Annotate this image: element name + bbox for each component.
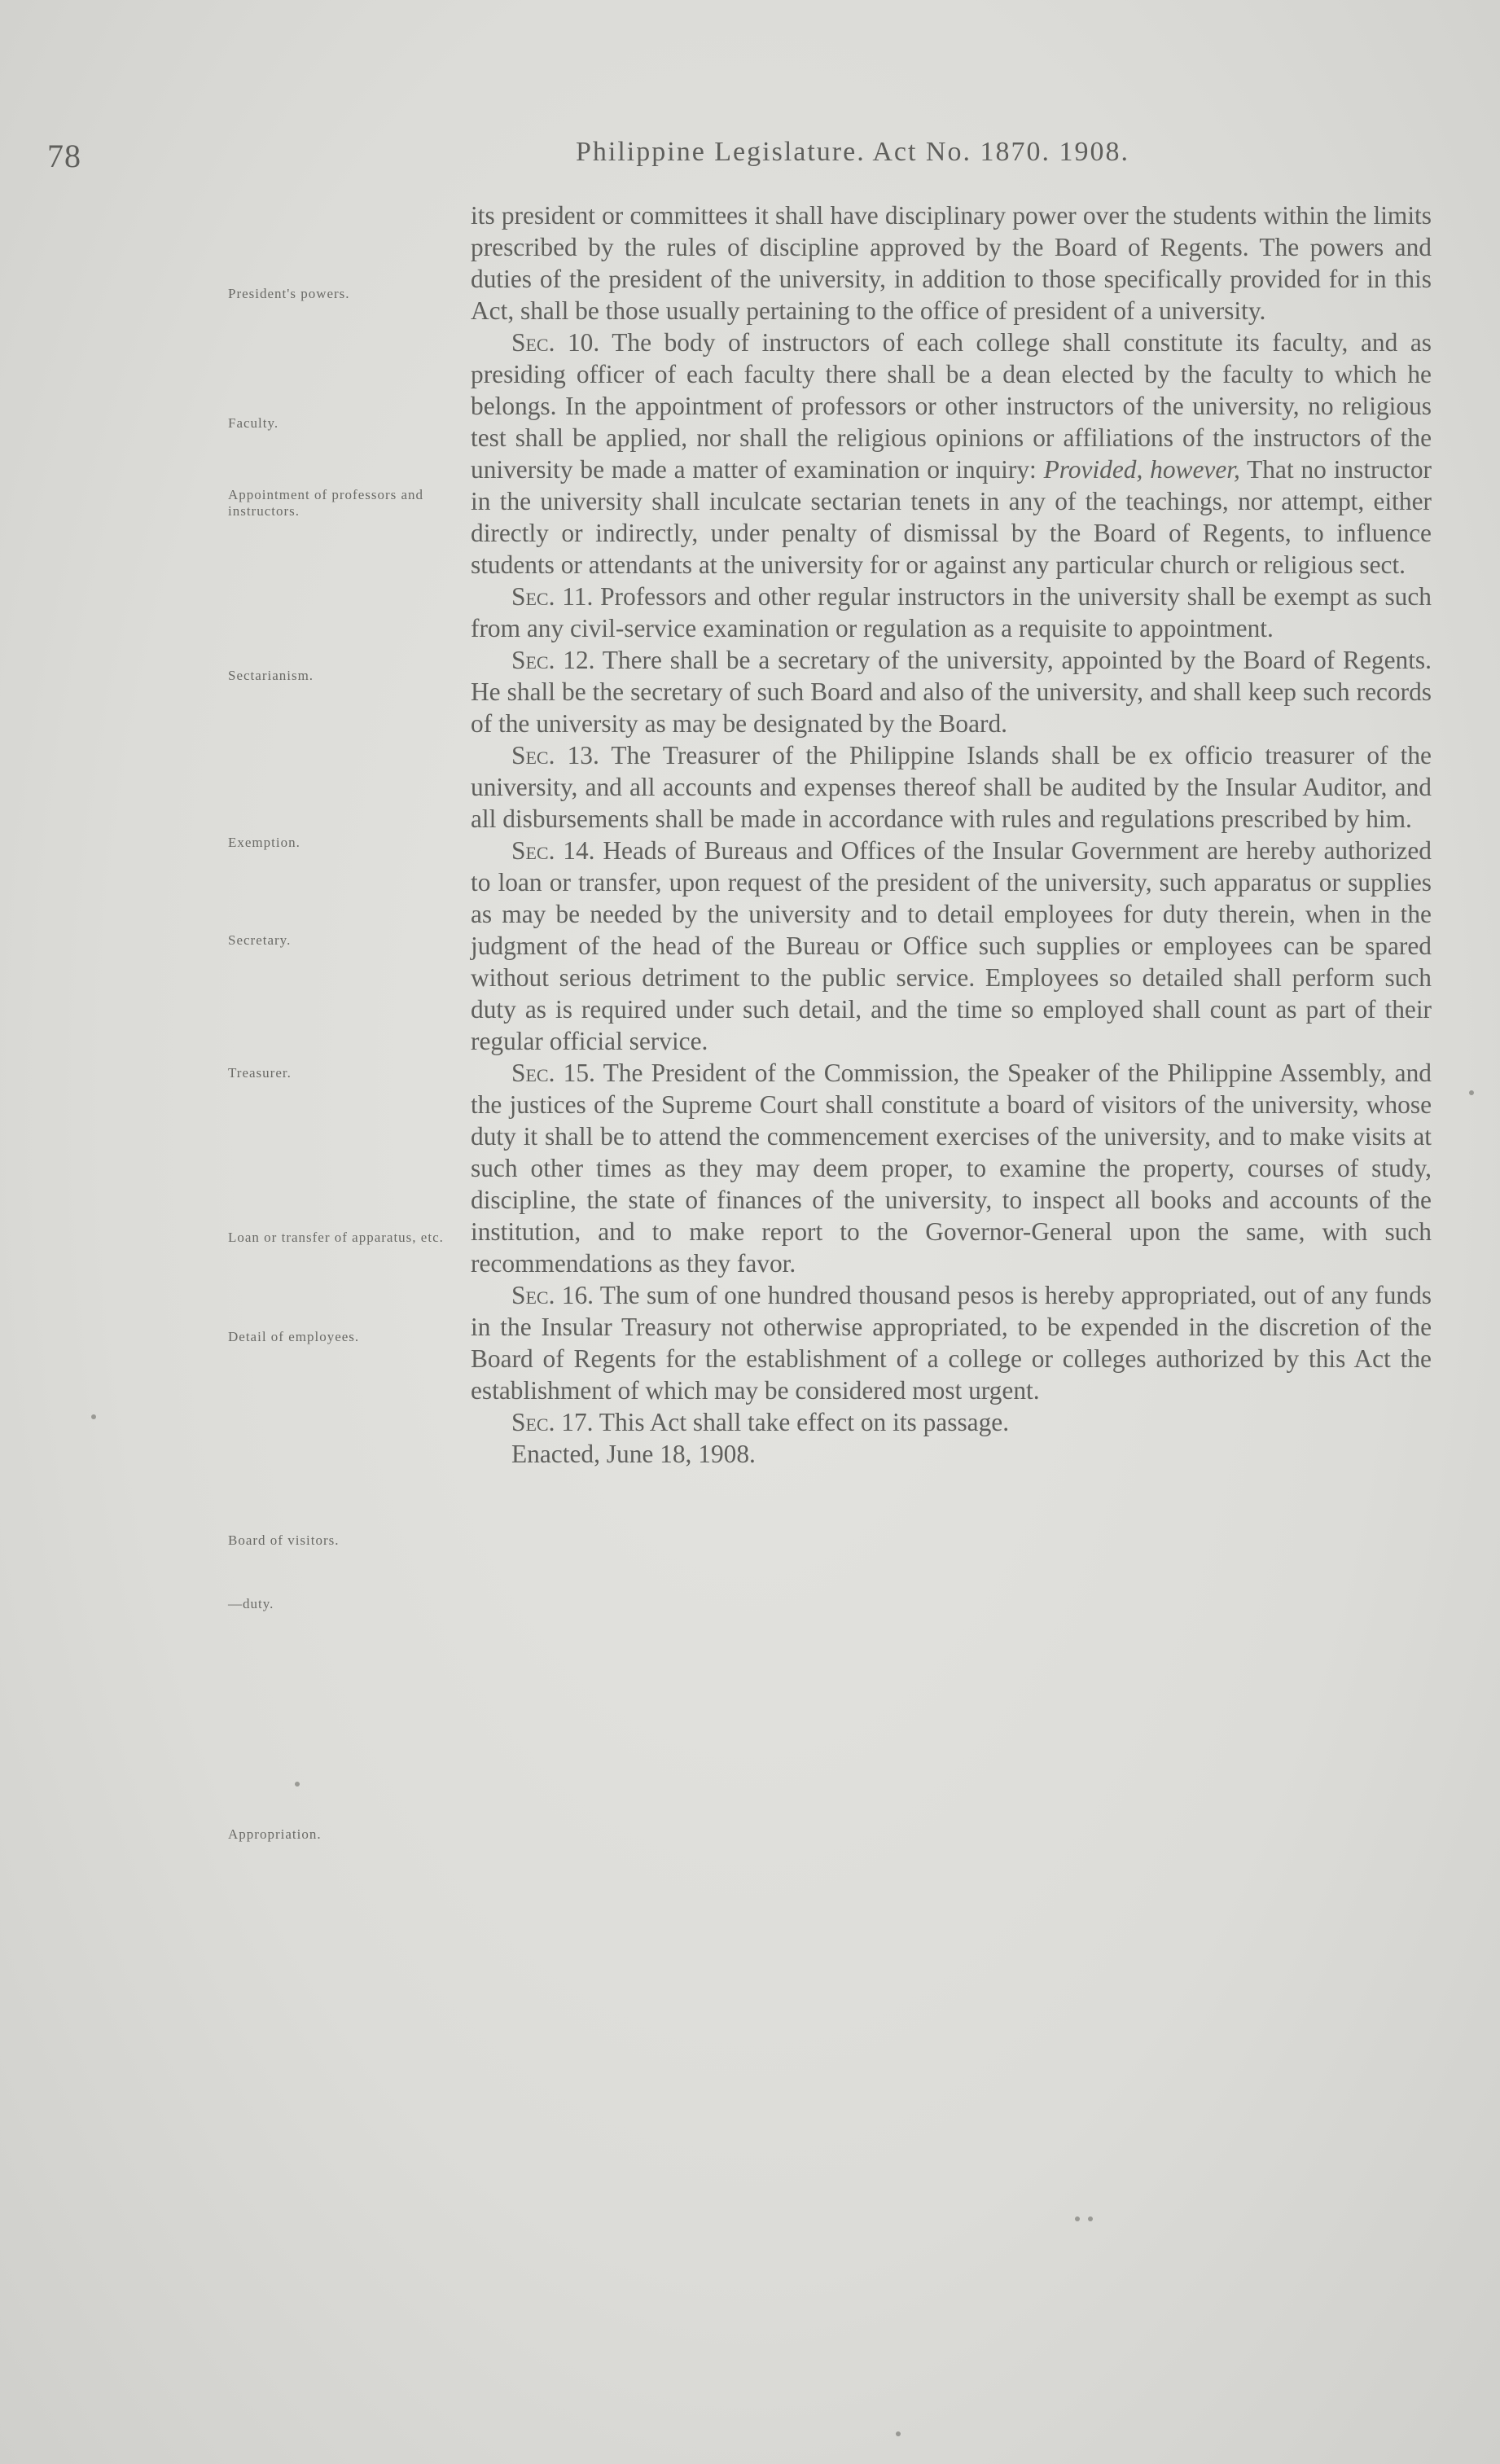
proviso-text: Provided, however, (1043, 455, 1240, 484)
body-text (471, 199, 1432, 1470)
enacted-line: Enacted, June 18, 1908. (511, 1440, 756, 1468)
section-text: There shall be a secretary of the university, appointed by the Board of Regents. He shall be the secretary of such Board and also of the university, and shall keep such records of the university as may be designated by the Board. (471, 646, 1432, 738)
margin-note-board-of-visitors: Board of visitors. (228, 1532, 340, 1548)
speck (896, 2431, 901, 2436)
speck (1075, 2216, 1080, 2221)
margin-note-detail: Detail of employees. (228, 1329, 360, 1344)
section-label: Sec. 11. (511, 582, 594, 611)
section-label: Sec. 12. (511, 646, 595, 674)
section-label: Sec. 15. (511, 1059, 595, 1087)
section-13 (471, 739, 1432, 835)
section-text: The Treasurer of the Philippine Islands shall be ex officio treasurer of the university, and all accounts and expenses thereof shall be audited by the Insular Auditor, and all disbursements shall be made in accordance with rules and regulations prescribed by him. (471, 741, 1432, 833)
margin-note-exemption: Exemption. (228, 835, 300, 850)
section-text: The sum of one hundred thousand pesos is hereby appropriated, out of any funds in the Insular Treasury not otherwise appropriated, to be expended in the discretion of the Board of Regents for the establishment of a college or colleges authorized by this Act the establishment of which may be considered most urgent. (471, 1281, 1432, 1405)
section-label: Sec. 16. (511, 1281, 594, 1309)
page-header (0, 137, 1500, 178)
paragraph-continuation: its president or committees it shall have disciplinary power over the students within the limits prescribed by the rules of discipline approved by the Board of Regents. The powers and duties of the president of the university, in addition to those specifically provided for in this Act, shall be those usually pertaining to the office of president of a university. (471, 201, 1432, 325)
section-text: The body of instructors of each college shall constitute its faculty, and as presiding officer of each faculty there shall be a dean elected by the faculty to which he belongs. In the appointment of professors or other instructors of the university, no religious test shall be applied, nor shall the religious opinions or affiliations of the instructors of the university be made a matter of examination or inquiry: (471, 328, 1432, 484)
section-12 (471, 644, 1432, 739)
speck (295, 1782, 300, 1787)
margin-note-sectarianism: Sectarianism. (228, 668, 314, 683)
section-17 (471, 1406, 1432, 1438)
margin-note-treasurer: Treasurer. (228, 1065, 292, 1081)
margin-note-duty: —duty. (228, 1596, 274, 1611)
section-10 (471, 327, 1432, 581)
margin-note-appointment: Appointment of professors and instructors. (228, 487, 424, 519)
section-label: Sec. 13. (511, 741, 599, 769)
margin-note-faculty: Faculty. (228, 415, 279, 431)
margin-note-loan: Loan or transfer of apparatus, etc. (228, 1230, 444, 1245)
section-label: Sec. 17. (511, 1408, 594, 1436)
section-text: That no instructor in the university shall inculcate sectarian tenets in any of the teachings, nor attempt, either directly or indirectly, under penalty of dismissal by the Board of Regents, to influence students or attendants at the university for or against any particular church or religious sect. (471, 455, 1432, 579)
speck (1088, 2216, 1093, 2221)
section-16 (471, 1279, 1432, 1406)
margin-note-presidents-powers: President's powers. (228, 286, 350, 301)
section-15 (471, 1057, 1432, 1279)
running-head: Philippine Legislature. Act No. 1870. 1908. (576, 137, 1129, 167)
section-14 (471, 835, 1432, 1057)
section-text: This Act shall take effect on its passage. (593, 1408, 1010, 1436)
section-label: Sec. 14. (511, 836, 595, 865)
margin-note-secretary: Secretary. (228, 932, 292, 948)
section-text: The President of the Commission, the Speaker of the Philippine Assembly, and the justices of the Supreme Court shall constitute a board of visitors of the university, whose duty it shall be to attend the commencement exercises of the university, and to make visits at such other times as they may deem proper, to examine the property, courses of study, discipline, the state of finances of the university, to inspect all books and accounts of the institution, and to make report to the Governor-General upon the same, with such recommendations as they favor. (471, 1059, 1432, 1278)
section-text: Professors and other regular instructors in the university shall be exempt as such from any civil-service examination or regulation as a requisite to appointment. (471, 582, 1432, 642)
section-11 (471, 581, 1432, 644)
page-number: 78 (47, 138, 81, 174)
section-text: Heads of Bureaus and Offices of the Insular Government are hereby authorized to loan or transfer, upon request of the president of the university, such apparatus or supplies as may be needed by the university and to detail employees for duty therein, when in the judgment of the head of the Bureau or Office such supplies or employees can be spared without serious detriment to the public service. Employees so detailed shall perform such duty as is required under such detail, and the time so employed shall count as part of their regular official service. (471, 836, 1432, 1055)
speck (91, 1414, 96, 1419)
section-label: Sec. 10. (511, 328, 600, 357)
speck (1469, 1090, 1474, 1095)
margin-note-appropriation: Appropriation. (228, 1826, 322, 1842)
